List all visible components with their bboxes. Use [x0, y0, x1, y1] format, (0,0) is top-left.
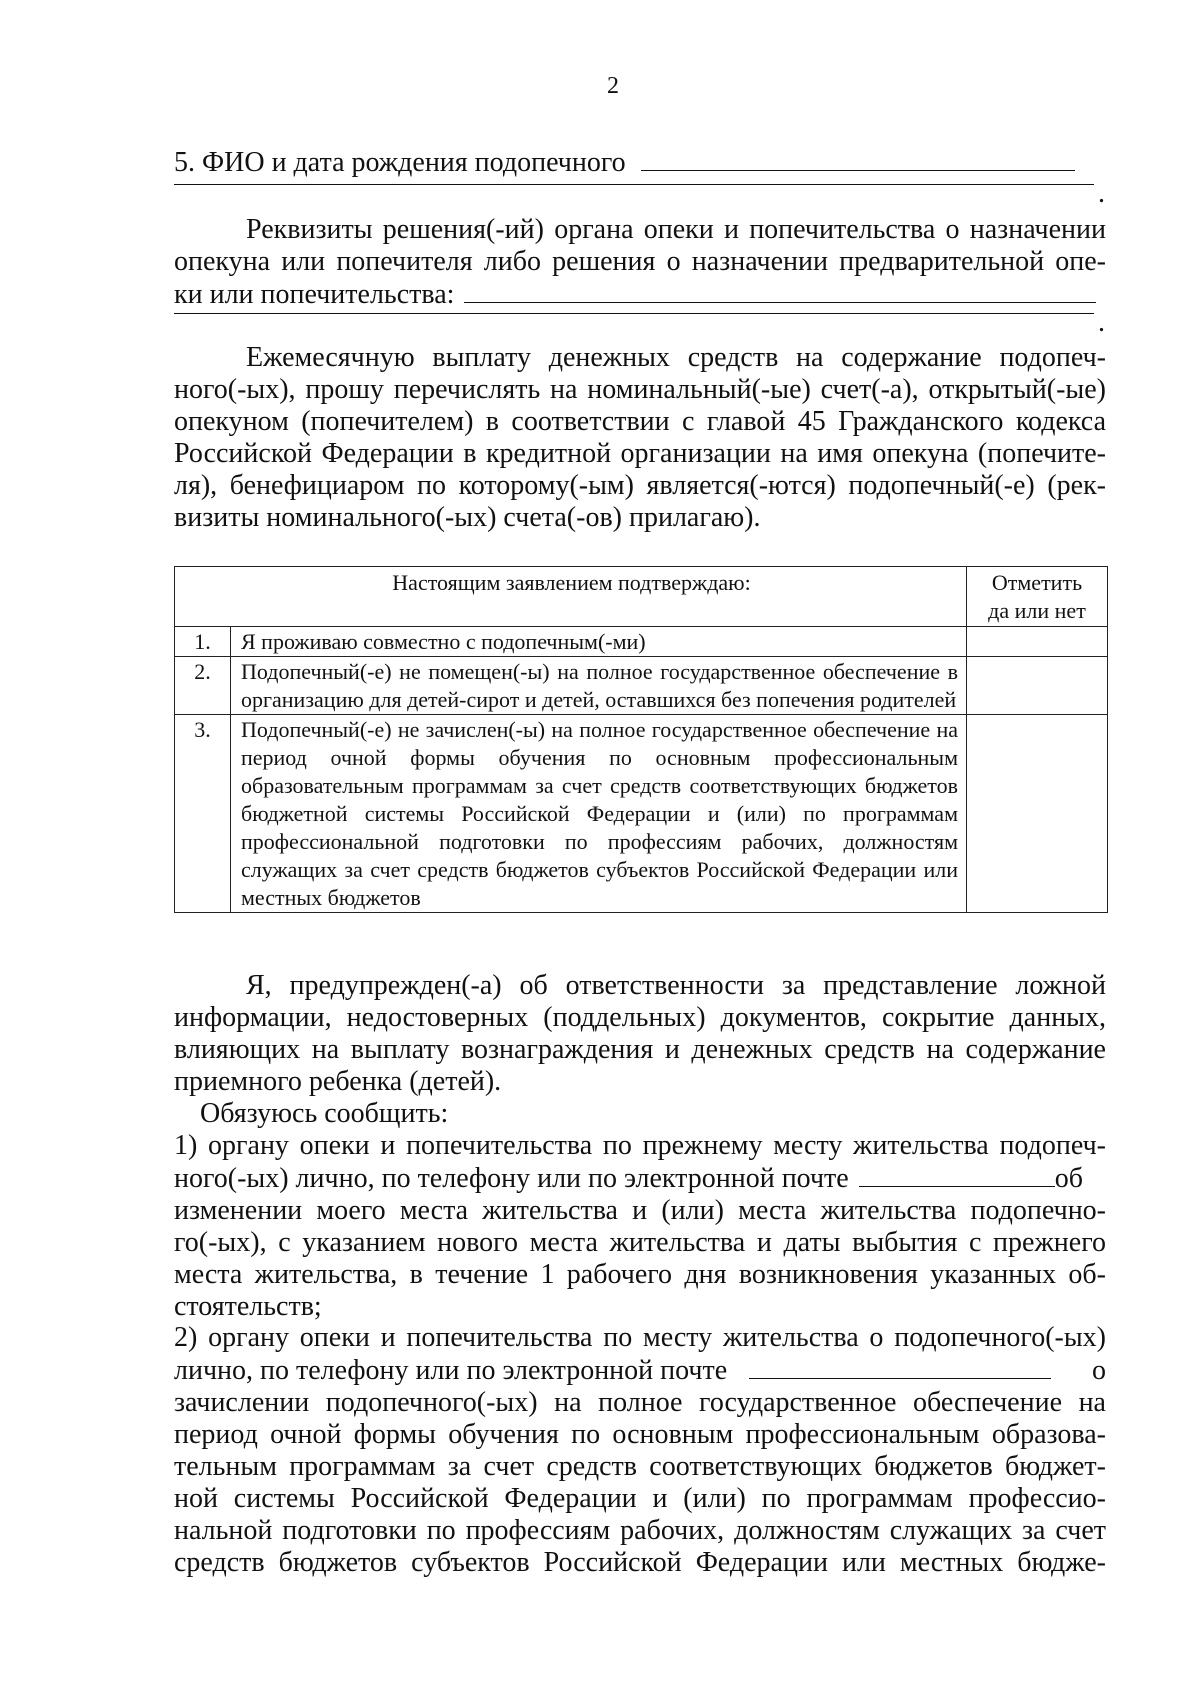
table-row	[175, 657, 1108, 715]
row-number: 3.	[175, 715, 231, 913]
mark-header-line-2: да или нет	[988, 598, 1086, 623]
warning-paragraph	[174, 970, 1106, 1130]
obligation-1-line: места жительства, в течение 1 рабочего дня возникновения указанных об-	[174, 1259, 1106, 1290]
obligation-1-line-1: 1) органу опеки и попечительства по прежнему месту жительства подопеч-	[174, 1130, 1106, 1161]
requisites-fill-line-2[interactable]	[174, 313, 1094, 314]
row-mark-cell[interactable]	[967, 627, 1108, 657]
obligation-2-line-2-text: лично, по телефону или по электронной почте	[174, 1355, 728, 1386]
row-mark-cell[interactable]	[967, 715, 1108, 913]
obligation-2	[174, 1322, 1106, 1579]
table-row	[175, 627, 1108, 657]
obligation-1-line-2	[174, 1162, 1106, 1195]
payment-paragraph	[174, 342, 1106, 534]
table-mark-header	[967, 567, 1108, 627]
obligation-2-line: период очной формы обучения по основным профессиональным образова-	[174, 1419, 1106, 1450]
mark-header-line-1: Отметить	[991, 570, 1083, 595]
item5-label: 5. ФИО и дата рождения подопечного	[174, 147, 626, 178]
row-text: Подопечный(-е) не зачислен(-ы) на полное государственное обеспечение на период очной формы обучения по основным профессиональным образовательным программам за счет средств соответствующих бюджетов бюджетной системы Российской Федерации и (или) по программам профессиональной подготовки по профессиям рабочих, должностям служащих за счет средств бюджетов субъектов Российской Федерации или местных бюджетов	[231, 715, 967, 913]
payment-line: Российской Федерации в кредитной организации на имя опекуна (попечите-	[174, 438, 1106, 469]
warning-line: Я, предупрежден(-а) об ответственности за представление ложной	[246, 970, 1106, 1001]
confirmation-table	[174, 566, 1108, 913]
payment-line: ного(-ых), прошу перечислять на номинальный(-ые) счет(-а), открытый(-ые)	[174, 374, 1106, 405]
obligation-2-line: зачислении подопечного(-ых) на полное государственное обеспечение на	[174, 1387, 1106, 1418]
obligation-1	[174, 1130, 1106, 1323]
obligation-2-line-1: 2) органу опеки и попечительства по месту жительства о подопечного(-ых)	[174, 1322, 1106, 1353]
warning-line: влияющих на выплату вознаграждения и денежных средств на содержание	[174, 1034, 1106, 1065]
payment-line: опекуном (попечителем) в соответствии с главой 45 Гражданского кодекса	[174, 406, 1106, 437]
table-row	[175, 715, 1108, 913]
table-header-text: Настоящим заявлением подтверждаю:	[175, 567, 967, 627]
requisites-fill-field[interactable]	[464, 278, 1096, 303]
obligation-1-line-2-text: ного(-ых) лично, по телефону или по электронной почте	[174, 1163, 849, 1194]
item5-line	[174, 146, 1106, 179]
item5-fill-line-2[interactable]	[174, 184, 1094, 185]
obligation-1-line-2-end: об	[1054, 1163, 1083, 1194]
requisites-line-3	[174, 278, 1106, 311]
requisites-line-end: .	[1098, 307, 1105, 338]
obligation-1-email-field[interactable]	[859, 1162, 1055, 1187]
obligation-2-line-2	[174, 1354, 1106, 1387]
item5-line-end: .	[1098, 178, 1105, 209]
requisites-line-2: опекуна или попечителя либо решения о назначении предварительной опе-	[174, 246, 1106, 277]
obligation-1-line: стоятельств;	[174, 1291, 322, 1322]
obligation-1-line: изменении моего места жительства и (или) места жительства подопечно-	[174, 1195, 1106, 1226]
requisites-line-3-text: ки или попечительства:	[174, 279, 455, 310]
obligation-2-line: нальной подготовки по профессиям рабочих, должностям служащих за счет	[174, 1515, 1106, 1546]
payment-line: визиты номинального(-ых) счета(-ов) прилагаю).	[174, 502, 761, 533]
row-text: Подопечный(-е) не помещен(-ы) на полное государственное обеспечение в организацию для детей-сирот и детей, оставшихся без попечения родителей	[231, 657, 967, 715]
item5-fill-field[interactable]	[641, 146, 1075, 171]
requisites-line-1: Реквизиты решения(-ий) органа опеки и попечительства о назначении	[246, 214, 1106, 245]
warning-line: информации, недостоверных (поддельных) документов, сокрытие данных,	[174, 1002, 1106, 1033]
obligation-2-email-field[interactable]	[749, 1354, 1051, 1379]
row-number: 1.	[175, 627, 231, 657]
row-mark-cell[interactable]	[967, 657, 1108, 715]
row-number: 2.	[175, 657, 231, 715]
page-number: 2	[607, 73, 619, 99]
obligation-2-line: средств бюджетов субъектов Российской Федерации или местных бюдже-	[174, 1547, 1106, 1578]
payment-line: Ежемесячную выплату денежных средств на содержание подопеч-	[246, 342, 1106, 373]
obligation-2-line: тельным программам за счет средств соответствующих бюджетов бюджет-	[174, 1451, 1106, 1482]
warning-line: приемного ребенка (детей).	[174, 1066, 502, 1097]
row-text: Я проживаю совместно с подопечным(-ми)	[231, 627, 967, 657]
obligation-1-line: го(-ых), с указанием нового места жительства и даты выбытия с прежнего	[174, 1227, 1106, 1258]
table-header-row	[175, 567, 1108, 627]
payment-line: ля), бенефициаром по которому(-ым) является(-ются) подопечный(-е) (рек-	[174, 470, 1106, 501]
obligation-2-line-2-end: о	[1092, 1355, 1106, 1386]
requisites-paragraph	[174, 214, 1106, 311]
obligation-2-line: ной системы Российской Федерации и (или) по программам профессио-	[174, 1483, 1106, 1514]
obligation-heading: Обязуюсь сообщить:	[200, 1098, 449, 1129]
